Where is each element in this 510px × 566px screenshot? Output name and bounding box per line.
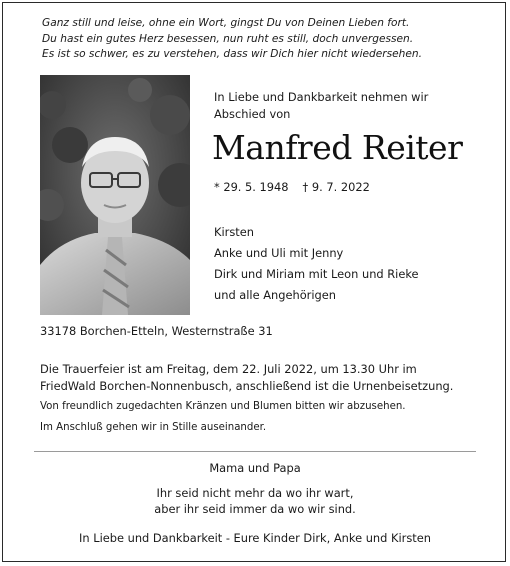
life-dates (214, 180, 370, 194)
intro-line: Abschied von (214, 106, 291, 121)
mourner-line: Dirk und Miriam mit Leon und Rieke (214, 267, 419, 281)
poem (42, 16, 422, 63)
death-date: † 9. 7. 2022 (302, 180, 370, 194)
birth-date: * 29. 5. 1948 (214, 180, 289, 194)
mourner-line: Kirsten (214, 225, 254, 239)
divider (34, 451, 476, 452)
ceremony-info (40, 361, 453, 394)
portrait-image (40, 75, 190, 315)
mourners-list (214, 222, 419, 306)
portrait-photo (40, 75, 190, 315)
poem-line: Ganz still und leise, ohne ein Wort, gingst Du von Deinen Lieben fort. (42, 17, 410, 29)
ceremony-line: Die Trauerfeier ist am Freitag, dem 22. Juli 2022, um 13.30 Uhr im (40, 362, 417, 376)
poem-line: Du hast ein gutes Herz besessen, nun ruht es still, doch unvergessen. (42, 32, 414, 45)
dedication-closing: In Liebe und Dankbarkeit - Eure Kinder Dirk, Anke und Kirsten (79, 531, 431, 545)
farewell-note: Im Anschluß gehen wir in Stille auseinander. (40, 422, 267, 433)
mourner-line: Anke und Uli mit Jenny (214, 246, 344, 260)
ceremony-line: FriedWald Borchen-Nonnenbusch, anschließend ist die Urnenbeisetzung. (40, 378, 454, 393)
deceased-name: Manfred Reiter (212, 128, 463, 167)
flowers-note: Von freundlich zugedachten Kränzen und Blumen bitten wir abzusehen. (40, 401, 406, 412)
intro-text (214, 89, 428, 122)
mourner-line: und alle Angehörigen (214, 288, 336, 302)
poem-line: Es ist so schwer, es zu verstehen, dass wir Dich hier nicht wiedersehen. (42, 48, 422, 60)
dedication-line: Ihr seid nicht mehr da wo ihr wart, (156, 486, 354, 500)
intro-line: In Liebe und Dankbarkeit nehmen wir (214, 90, 429, 104)
dedication-heading: Mama und Papa (209, 461, 301, 475)
address: 33178 Borchen-Etteln, Westernstraße 31 (40, 324, 273, 338)
dedication-line: aber ihr seid immer da wo wir sind. (154, 502, 356, 516)
